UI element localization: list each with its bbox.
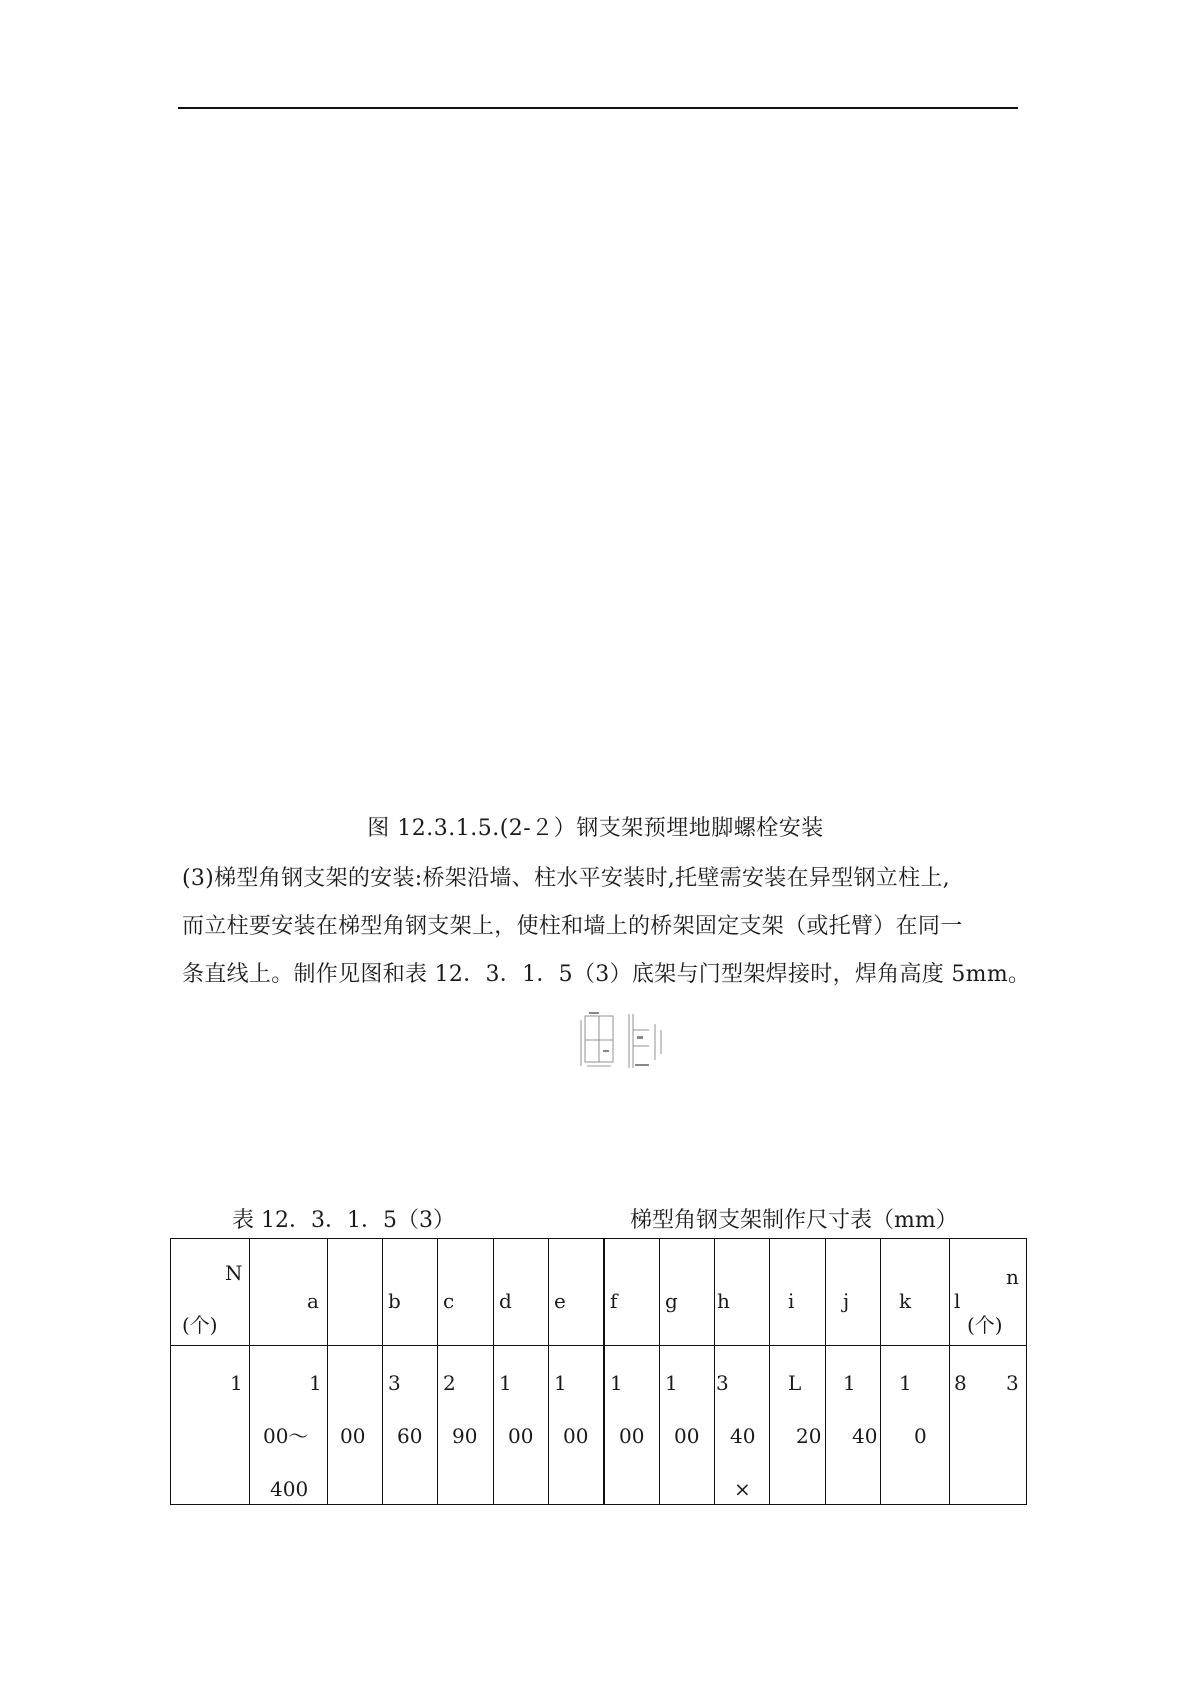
header-b: b bbox=[388, 1289, 401, 1313]
header-N-unit: (个) bbox=[182, 1313, 218, 1337]
header-h: h bbox=[717, 1289, 730, 1313]
cell-f-line1: 1 bbox=[610, 1371, 623, 1395]
column-divider bbox=[437, 1238, 438, 1505]
cell-a-line2: 00～ bbox=[263, 1424, 309, 1448]
header-n-unit: (个) bbox=[967, 1313, 1003, 1337]
header-i: i bbox=[788, 1289, 795, 1313]
cell-N-value: 1 bbox=[230, 1371, 243, 1395]
column-divider bbox=[249, 1238, 250, 1505]
paragraph-line-3: 条直线上。制作见图和表 12．3．1．5（3）底架与门型架焊接时，焊角高度 5mm。 bbox=[182, 962, 1031, 987]
cell-e-line2: 00 bbox=[563, 1424, 589, 1448]
column-divider bbox=[659, 1238, 660, 1505]
column-divider bbox=[949, 1238, 950, 1505]
cell-g-line1: 1 bbox=[665, 1371, 678, 1395]
bracket-drawing-thumbnail bbox=[577, 1010, 673, 1072]
header-a: a bbox=[307, 1289, 319, 1313]
table-border-left bbox=[170, 1238, 171, 1505]
cell-l-line1: 8 bbox=[954, 1371, 967, 1395]
table-border-right bbox=[1026, 1238, 1027, 1505]
table-row-divider bbox=[170, 1345, 1027, 1346]
header-N: N bbox=[225, 1261, 243, 1285]
column-divider bbox=[714, 1238, 715, 1505]
table-border-bottom bbox=[170, 1504, 1027, 1505]
cell-a-line1: 1 bbox=[309, 1371, 322, 1395]
header-n: n bbox=[1006, 1265, 1019, 1289]
column-divider bbox=[493, 1238, 494, 1505]
cell-j-line2: 40 bbox=[852, 1424, 878, 1448]
figure-caption: 图 12.3.1.5.(2-２）钢支架预埋地脚螺栓安装 bbox=[367, 816, 824, 841]
cell-d-line1: 1 bbox=[499, 1371, 512, 1395]
cell-b-line2: 60 bbox=[397, 1424, 423, 1448]
table-title: 梯型角钢支架制作尺寸表（mm） bbox=[630, 1208, 958, 1233]
header-f: f bbox=[610, 1289, 618, 1313]
body-paragraph bbox=[182, 858, 1031, 1002]
cell-i-line2: 20 bbox=[796, 1424, 822, 1448]
cell-e-line1: 1 bbox=[554, 1371, 567, 1395]
cell-g-line2: 00 bbox=[674, 1424, 700, 1448]
cell-j-line1: 1 bbox=[843, 1371, 856, 1395]
cell-h-line2: 40 bbox=[730, 1424, 756, 1448]
column-divider bbox=[769, 1238, 770, 1505]
cell-c-line1: 2 bbox=[443, 1371, 456, 1395]
cell-i-line1: L bbox=[788, 1371, 802, 1395]
cell-b-line1: 3 bbox=[388, 1371, 401, 1395]
cell-col2-value: 00 bbox=[340, 1424, 366, 1448]
cell-n-line1: 3 bbox=[1006, 1371, 1019, 1395]
header-l: l bbox=[954, 1289, 961, 1313]
column-divider bbox=[548, 1238, 549, 1505]
header-j: j bbox=[843, 1289, 850, 1313]
header-c: c bbox=[443, 1289, 455, 1313]
header-k: k bbox=[899, 1289, 912, 1313]
cell-a-line3: 400 bbox=[270, 1477, 309, 1501]
header-e: e bbox=[554, 1289, 566, 1313]
paragraph-line-1: (3)梯型角钢支架的安装:桥架沿墙、柱水平安装时,托壁需安装在异型钢立柱上, bbox=[182, 866, 950, 891]
header-g: g bbox=[665, 1289, 678, 1313]
table-number: 表 12．3．1．5（3） bbox=[232, 1208, 455, 1233]
column-divider bbox=[327, 1238, 328, 1505]
cell-h-line3: × bbox=[734, 1477, 751, 1501]
column-divider bbox=[603, 1238, 605, 1505]
table-border-top bbox=[170, 1238, 1027, 1239]
cell-c-line2: 90 bbox=[452, 1424, 478, 1448]
column-divider bbox=[382, 1238, 383, 1505]
cell-d-line2: 00 bbox=[508, 1424, 534, 1448]
paragraph-line-2: 而立柱要安装在梯型角钢支架上，使柱和墙上的桥架固定支架（或托臂）在同一 bbox=[182, 914, 963, 939]
column-divider bbox=[825, 1238, 826, 1505]
header-rule bbox=[178, 107, 1018, 109]
cell-h-line1: 3 bbox=[716, 1371, 729, 1395]
dimension-table bbox=[170, 1238, 1027, 1505]
header-d: d bbox=[499, 1289, 512, 1313]
cell-k-line2: 0 bbox=[914, 1424, 927, 1448]
column-divider bbox=[880, 1238, 881, 1505]
cell-k-line1: 1 bbox=[899, 1371, 912, 1395]
cell-f-line2: 00 bbox=[619, 1424, 645, 1448]
